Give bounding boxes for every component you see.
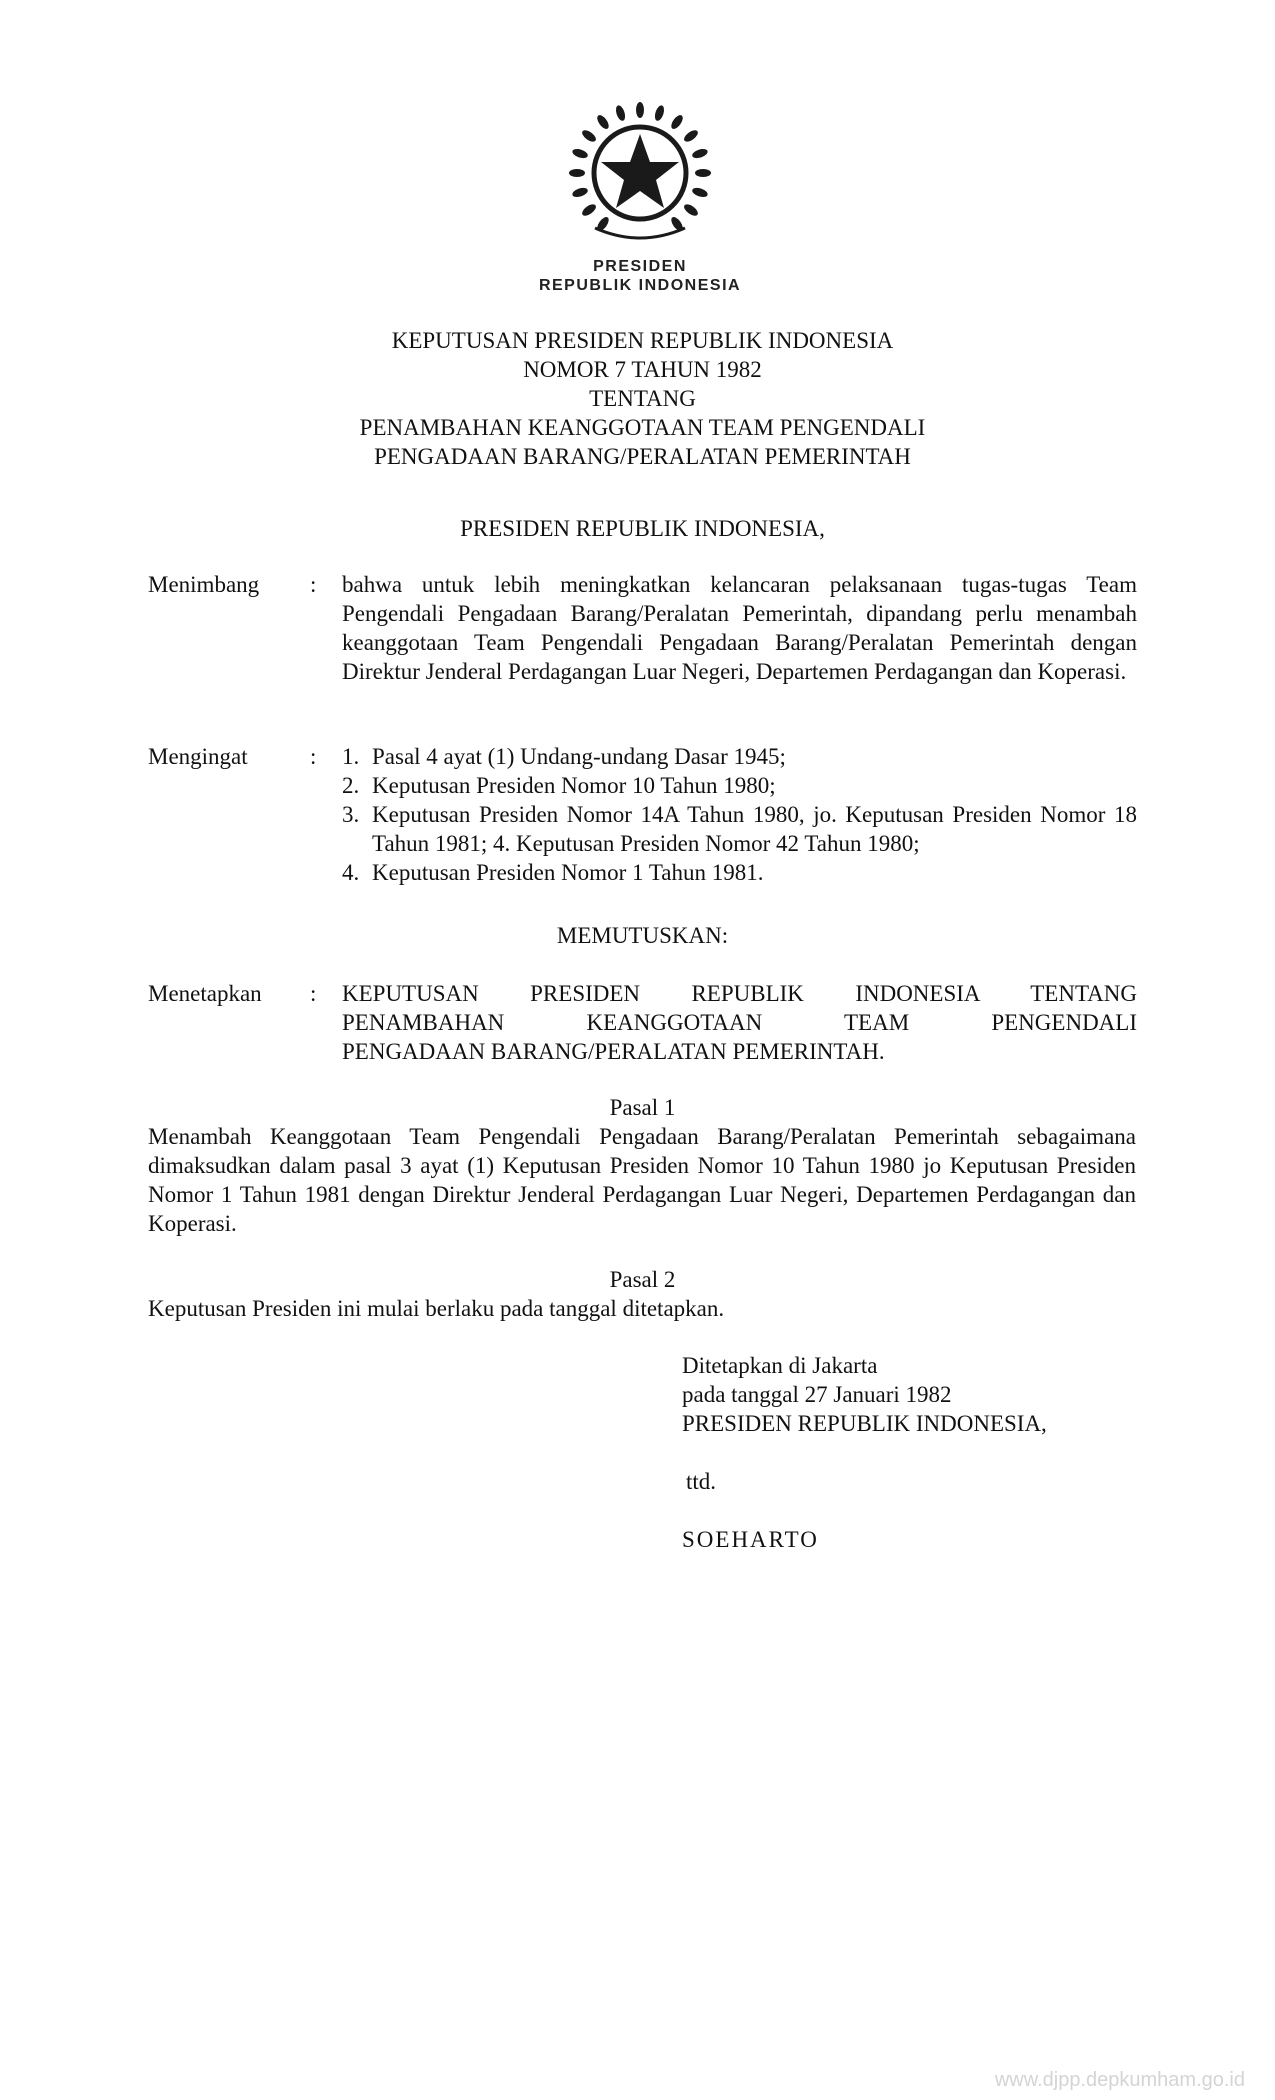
menetapkan-label: Menetapkan <box>148 981 262 1006</box>
menetapkan-colon: : <box>310 981 317 1006</box>
title-line-1: KEPUTUSAN PRESIDEN REPUBLIK INDONESIA <box>391 328 894 353</box>
mengingat-label: Mengingat <box>148 744 248 769</box>
list-item <box>342 742 1137 771</box>
list-text: Keputusan Presiden Nomor 1 Tahun 1981. <box>372 860 764 885</box>
menetapkan-line-2: PENAMBAHAN KEANGGOTAAN TEAM PENGENDALI <box>342 1010 1137 1035</box>
list-item <box>342 771 1137 800</box>
memutuskan-heading: MEMUTUSKAN: <box>556 923 729 948</box>
mengingat-list <box>342 742 1137 887</box>
title-line-5: PENGADAAN BARANG/PERALATAN PEMERINTAH <box>374 444 911 469</box>
list-text: Keputusan Presiden Nomor 10 Tahun 1980; <box>372 773 776 798</box>
menimbang-colon: : <box>310 572 317 597</box>
signature-name: SOEHARTO <box>682 1527 819 1552</box>
list-text: Pasal 4 ayat (1) Undang-undang Dasar 1945; <box>372 744 786 769</box>
pasal-2-text: Keputusan Presiden ini mulai berlaku pada tanggal ditetapkan. <box>148 1296 725 1321</box>
menetapkan-line-3: PENGADAAN BARANG/PERALATAN PEMERINTAH. <box>342 1039 885 1064</box>
list-item <box>342 800 1137 858</box>
pasal-1-heading: Pasal 1 <box>609 1095 676 1120</box>
menimbang-label: Menimbang <box>148 572 260 597</box>
list-text: Keputusan Presiden Nomor 14A Tahun 1980, jo. Keputusan Presiden Nomor 18 Tahun 1981; 4. Keputusan Presiden Nomor 42 Tahun 1980; <box>372 802 1137 856</box>
pasal-1-text: Menambah Keanggotaan Team Pengendali Pengadaan Barang/Peralatan Pemerintah sebagaimana dimaksudkan dalam pasal 3 ayat (1) Keputusan Presiden Nomor 10 Tahun 1980 jo Keputusan Presiden Nomor 1 Tahun 1981 dengan Direktur Jenderal Perdagangan Luar Negeri, Departemen Perdagangan dan Koperasi. <box>148 1124 1136 1236</box>
list-number: 4. <box>342 860 360 885</box>
mengingat-colon: : <box>310 744 317 769</box>
decree-title <box>250 326 1035 471</box>
signature-place: Ditetapkan di Jakarta <box>682 1353 878 1378</box>
emblem-caption-presiden: PRESIDEN <box>593 258 687 275</box>
menetapkan-text <box>342 979 1137 1066</box>
list-number: 1. <box>342 744 360 769</box>
menetapkan-line-1: KEPUTUSAN PRESIDEN REPUBLIK INDONESIA TENTANG <box>342 981 1137 1006</box>
emblem-caption-republik: REPUBLIK INDONESIA <box>538 277 742 294</box>
title-line-3: TENTANG <box>589 386 696 411</box>
list-number: 3. <box>342 802 360 827</box>
signature-office: PRESIDEN REPUBLIK INDONESIA, <box>682 1411 1047 1436</box>
title-line-4: PENAMBAHAN KEANGGOTAAN TEAM PENGENDALI <box>359 415 926 440</box>
issuer-heading: PRESIDEN REPUBLIK INDONESIA, <box>460 516 825 541</box>
title-line-2: NOMOR 7 TAHUN 1982 <box>523 357 762 382</box>
pasal-2-heading: Pasal 2 <box>609 1267 676 1292</box>
signature-date: pada tanggal 27 Januari 1982 <box>682 1382 952 1407</box>
signature-ttd: ttd. <box>686 1469 717 1494</box>
menimbang-text: bahwa untuk lebih meningkatkan kelancaran pelaksanaan tugas-tugas Team Pengendali Pengadaan Barang/Peralatan Pemerintah, dipandang perlu menambah keanggotaan Team Pengendali Pengadaan Barang/Peralatan Pemerintah dengan Direktur Jenderal Perdagangan Luar Negeri, Departemen Perdagangan dan Koperasi. <box>342 572 1137 684</box>
presidential-emblem-icon <box>555 88 725 258</box>
list-number: 2. <box>342 773 360 798</box>
list-item <box>342 858 1137 887</box>
signature-block <box>682 1351 1122 1554</box>
watermark-url: www.djpp.depkumham.go.id <box>994 2069 1245 2091</box>
